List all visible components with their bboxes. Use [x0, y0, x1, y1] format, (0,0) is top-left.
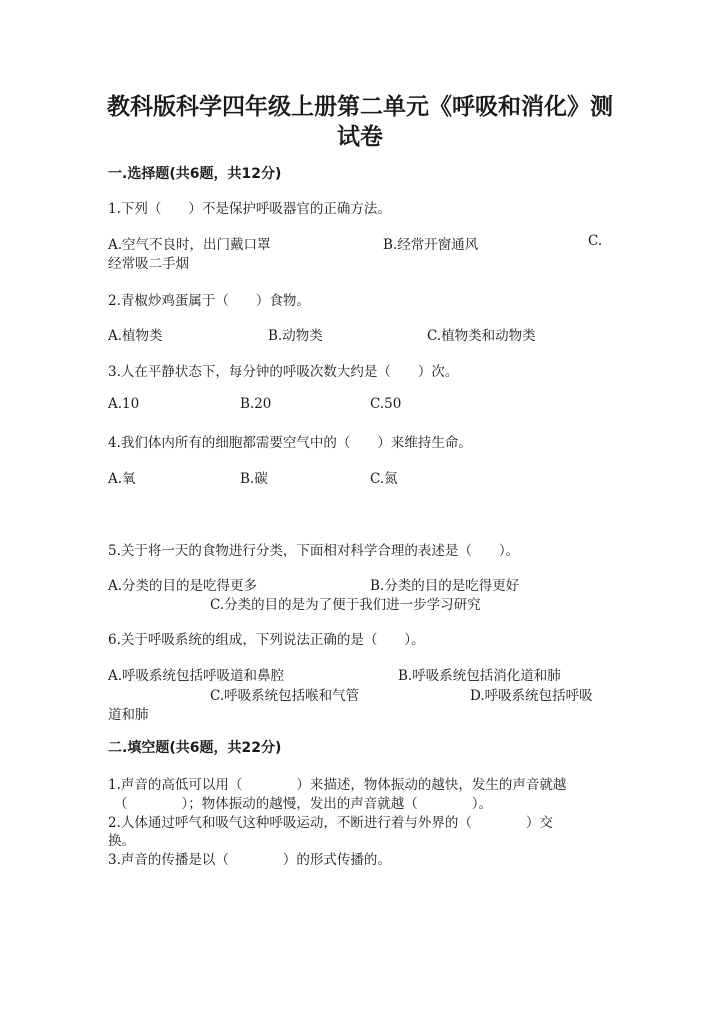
question-4-option-a: A.氧 [108, 471, 136, 487]
question-4-option-b: B.碳 [240, 471, 268, 487]
section-heading-choice: 一.选择题(共6题，共12分) [108, 166, 282, 182]
question-1-option-c-label: C. [588, 233, 603, 249]
question-5-option-a: A.分类的目的是吃得更多 [108, 578, 258, 594]
question-5-stem: 5.关于将一天的食物进行分类，下面相对科学合理的表述是（ ）。 [108, 543, 520, 559]
question-6-option-d-cont: 道和肺 [108, 707, 149, 723]
question-2-option-b: B.动物类 [268, 328, 323, 344]
question-5-option-b: B.分类的目的是吃得更好 [370, 578, 520, 594]
question-1-stem: 1.下列（ ）不是保护呼吸器官的正确方法。 [108, 201, 391, 217]
question-2-option-c: C.植物类和动物类 [427, 328, 536, 344]
question-3-option-b: B.20 [240, 396, 272, 412]
question-2-stem: 2.青椒炒鸡蛋属于（ ）食物。 [108, 293, 310, 309]
question-6-stem: 6.关于呼吸系统的组成，下列说法正确的是（ ）。 [108, 632, 425, 648]
fill-line-1: 1.声音的高低可以用（ ）来描述，物体振动的越快，发生的声音就越 [108, 777, 567, 793]
fill-line-2: （ ）；物体振动的越慢，发出的声音就越（ ）。 [114, 796, 492, 812]
question-2-option-a: A.植物类 [108, 328, 163, 344]
fill-line-5: 3.声音的传播是以（ ）的形式传播的。 [108, 852, 391, 868]
question-1-option-b: B.经常开窗通风 [383, 237, 479, 253]
question-6-option-a: A.呼吸系统包括呼吸道和鼻腔 [108, 668, 285, 684]
fill-line-3: 2.人体通过呼气和吸气这种呼吸运动，不断进行着与外界的（ ）交 [108, 815, 553, 831]
question-3-option-a: A.10 [108, 396, 140, 412]
section-heading-fill: 二.填空题(共6题，共22分) [108, 740, 282, 756]
question-4-option-c: C.氮 [370, 471, 398, 487]
question-5-option-c: C.分类的目的是为了便于我们进一步学习研究 [210, 597, 481, 613]
question-1-option-a: A.空气不良时，出门戴口罩 [108, 237, 271, 253]
question-1-option-c-text: 经常吸二手烟 [108, 256, 189, 272]
question-6-option-c: C.呼吸系统包括喉和气管 [210, 688, 360, 704]
question-6-option-d: D.呼吸系统包括呼吸 [470, 688, 593, 704]
question-3-stem: 3.人在平静状态下，每分钟的呼吸次数大约是（ ）次。 [108, 364, 459, 380]
page-title-line-2: 试卷 [337, 124, 383, 150]
question-4-stem: 4.我们体内所有的细胞都需要空气中的（ ）来维持生命。 [108, 435, 472, 451]
question-3-option-c: C.50 [370, 396, 402, 412]
question-6-option-b: B.呼吸系统包括消化道和肺 [398, 668, 561, 684]
fill-line-4: 换。 [108, 833, 135, 849]
page-title-line-1: 教科版科学四年级上册第二单元《呼吸和消化》测 [107, 94, 613, 120]
